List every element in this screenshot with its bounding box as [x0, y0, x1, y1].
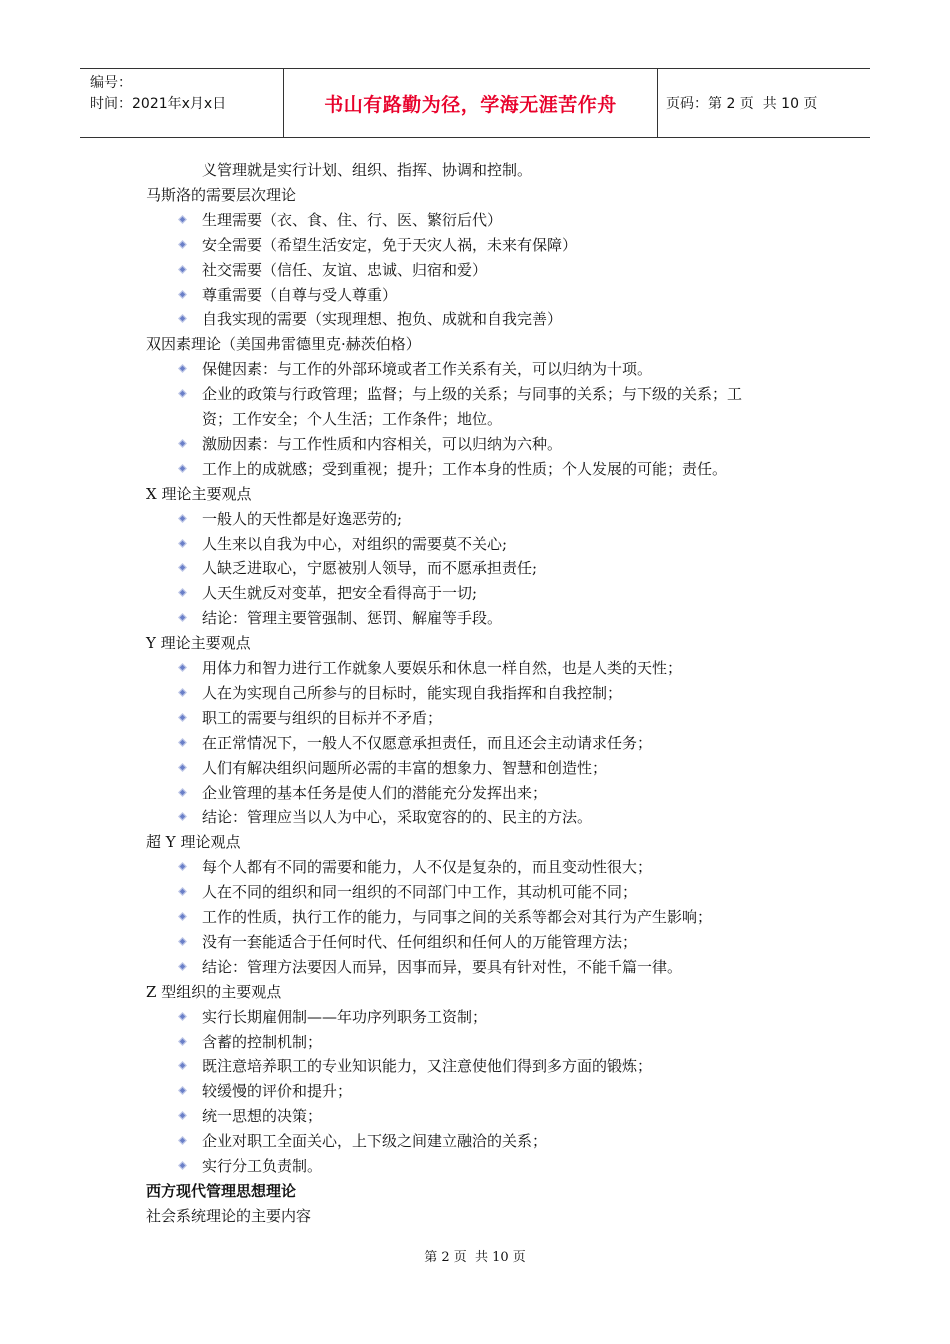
section-heading: X 理论主要观点	[146, 484, 252, 503]
bullet-diamond-icon	[178, 1136, 187, 1145]
bullet-diamond-icon	[178, 688, 187, 697]
bullet-diamond-icon	[178, 290, 187, 299]
section-heading: Y 理论主要观点	[146, 634, 251, 653]
bullet-text: 保健因素：与工作的外部环境或者工作关系有关，可以归纳为十项。	[202, 360, 653, 379]
bullet-text: 每个人都有不同的需要和能力，人不仅是复杂的，而且变动性很大；	[202, 858, 653, 877]
bullet-diamond-icon	[178, 563, 187, 572]
bullet-diamond-icon	[178, 788, 187, 797]
bullet-text: 既注意培养职工的专业知识能力，又注意使他们得到多方面的锻炼；	[202, 1057, 653, 1076]
number-label: 编号：	[90, 75, 132, 91]
bullet-diamond-icon	[178, 389, 187, 398]
bullet-diamond-icon	[178, 1161, 187, 1170]
bullet-diamond-icon	[178, 1037, 187, 1046]
section-heading: 马斯洛的需要层次理论	[146, 185, 297, 204]
bullet-text: 尊重需要（自尊与受人尊重）	[202, 285, 398, 304]
bullet-diamond-icon	[178, 663, 187, 672]
motto-text: 书山有路勤为径，学海无涯苦作舟	[324, 93, 617, 116]
bullet-diamond-icon	[178, 912, 187, 921]
bullet-diamond-icon	[178, 1111, 187, 1120]
bullet-text: 职工的需要与组织的目标并不矛盾；	[202, 708, 443, 727]
header-meta	[80, 69, 283, 137]
date-label: 时间：2021年x月x日	[90, 96, 227, 112]
bullet-text: 人生来以自我为中心，对组织的需要莫不关心;	[202, 534, 508, 553]
bullet-text: 安全需要（希望生活安定，免于天灾人祸，未来有保障）	[202, 235, 578, 254]
bullet-diamond-icon	[178, 613, 187, 622]
bullet-diamond-icon	[178, 464, 187, 473]
bullet-diamond-icon	[178, 314, 187, 323]
bullet-text: 工作的性质，执行工作的能力，与同事之间的关系等都会对其行为产生影响；	[202, 908, 713, 926]
bullet-diamond-icon	[178, 887, 187, 896]
bullet-diamond-icon	[178, 539, 187, 548]
continuation-text: 义管理就是实行计划、组织、指挥、协调和控制。	[202, 161, 533, 179]
bullet-text: 人在不同的组织和同一组织的不同部门中工作，其动机可能不同；	[202, 883, 638, 902]
section-heading: 社会系统理论的主要内容	[146, 1206, 312, 1225]
bullet-text: 人缺乏进取心，宁愿被别人领导，而不愿承担责任;	[202, 559, 538, 578]
bullet-diamond-icon	[178, 812, 187, 821]
bullet-diamond-icon	[178, 1012, 187, 1021]
bullet-text: 人们有解决组织问题所必需的丰富的想象力、智慧和创造性；	[202, 758, 608, 777]
page-label: 页码：第 2 页 共 10 页	[666, 96, 818, 112]
bullet-text: 较缓慢的评价和提升；	[202, 1082, 353, 1101]
bullet-text: 结论：管理主要管强制、惩罚、解雇等手段。	[202, 609, 503, 628]
header-motto-cell	[283, 69, 658, 137]
bullet-text: 激励因素：与工作性质和内容相关，可以归纳为六种。	[202, 434, 563, 453]
bullet-diamond-icon	[178, 1061, 187, 1070]
section-heading: 西方现代管理思想理论	[146, 1181, 297, 1200]
bullet-diamond-icon	[178, 265, 187, 274]
bullet-text: 在正常情况下，一般人不仅愿意承担责任，而且还会主动请求任务；	[202, 733, 653, 752]
bullet-text: 工作上的成就感；受到重视；提升；工作本身的性质；个人发展的可能；责任。	[202, 459, 728, 478]
section-heading: 超 Y 理论观点	[146, 833, 241, 852]
bullet-diamond-icon	[178, 1086, 187, 1095]
section-heading: Z 型组织的主要观点	[146, 982, 282, 1001]
bullet-diamond-icon	[178, 439, 187, 448]
bullet-text: 企业的政策与行政管理；监督；与上级的关系；与同事的关系；与下级的关系；工	[202, 385, 743, 404]
bullet-diamond-icon	[178, 215, 187, 224]
bullet-text: 社交需要（信任、友谊、忠诚、归宿和爱）	[202, 260, 488, 279]
page-header	[80, 68, 870, 138]
section-heading: 双因素理论（美国弗雷德里克·赫茨伯格）	[146, 335, 421, 354]
bullet-text: 生理需要（衣、食、住、行、医、繁衍后代）	[202, 210, 503, 229]
bullet-diamond-icon	[178, 763, 187, 772]
page-footer	[0, 1246, 950, 1265]
bullet-diamond-icon	[178, 514, 187, 523]
bullet-diamond-icon	[178, 862, 187, 871]
footer-page-number: 第 2 页 共 10 页	[424, 1250, 526, 1265]
bullet-text: 人在为实现自己所参与的目标时，能实现自我指挥和自我控制；	[202, 683, 623, 702]
bullet-diamond-icon	[178, 713, 187, 722]
bullet-diamond-icon	[178, 962, 187, 971]
bullet-text: 企业对职工全面关心，上下级之间建立融洽的关系；	[202, 1132, 548, 1151]
bullet-text: 结论：管理方法要因人而异，因事而异，要具有针对性，不能千篇一律。	[202, 957, 683, 976]
bullet-text: 实行长期雇佣制——年功序列职务工资制；	[202, 1007, 488, 1026]
bullet-text: 含蓄的控制机制；	[202, 1032, 323, 1051]
bullet-text: 统一思想的决策；	[202, 1107, 323, 1126]
bullet-text: 没有一套能适合于任何时代、任何组织和任何人的万能管理方法；	[202, 932, 638, 951]
bullet-diamond-icon	[178, 364, 187, 373]
bullet-text: 用体力和智力进行工作就象人要娱乐和休息一样自然，也是人类的天性；	[202, 659, 683, 677]
continuation-text: 资；工作安全；个人生活；工作条件；地位。	[202, 410, 503, 428]
bullet-text: 自我实现的需要（实现理想、抱负、成就和自我完善）	[202, 310, 563, 329]
bullet-diamond-icon	[178, 738, 187, 747]
bullet-text: 实行分工负责制。	[202, 1157, 323, 1175]
bullet-text: 一般人的天性都是好逸恶劳的;	[202, 509, 403, 528]
bullet-text: 人天生就反对变革，把安全看得高于一切;	[202, 584, 478, 603]
bullet-diamond-icon	[178, 240, 187, 249]
bullet-text: 企业管理的基本任务是使人们的潜能充分发挥出来；	[202, 783, 548, 802]
bullet-diamond-icon	[178, 588, 187, 597]
bullet-diamond-icon	[178, 937, 187, 946]
bullet-text: 结论：管理应当以人为中心，采取宽容的的、民主的方法。	[202, 808, 593, 827]
header-page-cell	[658, 69, 870, 137]
